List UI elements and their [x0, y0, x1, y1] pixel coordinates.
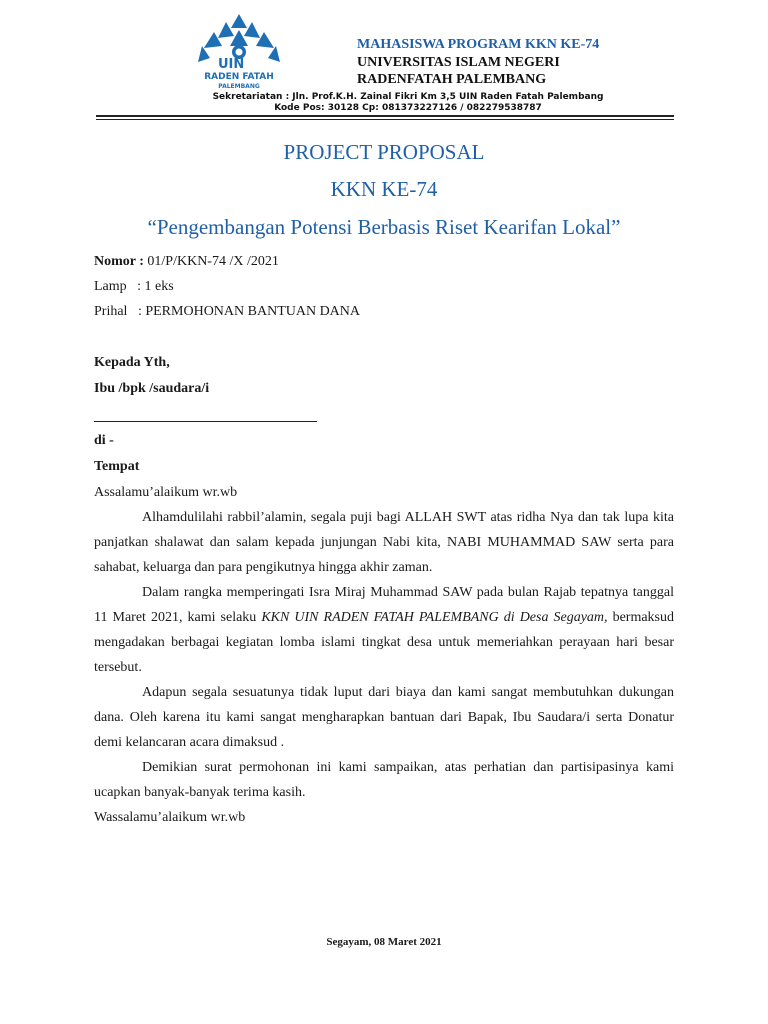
paragraph-1: Alhamdulilahi rabbil’alamin, segala puji bagi ALLAH SWT atas ridha Nya dan tak lupa kita panjatkan shalawat dan salam kepada junjungan Nabi kita, NABI MUHAMMAD SAW serta para sahabat, keluarga dan para pengikutnya hingga akhir zaman.	[94, 510, 674, 575]
prihal-label: Prihal	[94, 304, 128, 319]
logo-text: UIN	[218, 57, 245, 72]
recipient-di: di -	[94, 433, 114, 448]
program-title: KKN KE-74	[330, 177, 438, 201]
meta-nomor	[94, 254, 279, 270]
meta-lamp	[94, 279, 174, 295]
paragraph-2-part-a: Dalam rangka memperingati Isra Miraj Muhammad SAW pada bulan Rajab tepatnya tanggal 11 Maret 2021, kami selaku	[94, 585, 674, 625]
paragraph-4: Demikian surat permohonan ini kami sampaikan, atas perhatian dan partisipasinya kami ucapkan banyak-banyak terima kasih.	[94, 760, 674, 800]
theme-title: “Pengembangan Potensi Berbasis Riset Kearifan Lokal”	[147, 215, 621, 239]
letterhead-rule-thick	[96, 115, 674, 117]
letterhead-contact: Kode Pos: 30128 Cp: 081373227126 / 082279538787	[274, 103, 542, 113]
logo-city: PALEMBANG	[218, 83, 260, 90]
place-date: Segayam, 08 Maret 2021	[326, 936, 442, 948]
letterhead-address: Sekretariatan : Jln. Prof.K.H. Zainal Fikri Km 3,5 UIN Raden Fatah Palembang	[212, 92, 604, 102]
opening-greeting: Assalamu’alaikum wr.wb	[94, 485, 238, 500]
letterhead-line-1: MAHASISWA PROGRAM KKN KE-74	[357, 37, 600, 52]
letterhead-rule-thin	[96, 119, 674, 120]
recipient-tempat: Tempat	[94, 459, 140, 474]
uin-raden-fatah-logo	[196, 12, 282, 92]
closing-greeting: Wassalamu’alaikum wr.wb	[94, 810, 246, 825]
paragraph-2-part-b: bermaksud mengadakan berbagai kegiatan lomba islami tingkat desa untuk memeriahkan perayaan hari besar tersebut.	[94, 610, 675, 675]
paragraph-2-italic: KKN UIN RADEN FATAH PALEMBANG di Desa Segayam,	[261, 610, 608, 625]
paragraph-3: Adapun segala sesuatunya tidak luput dari biaya dan kami sangat membutuhkan dukungan dana. Oleh karena itu kami sangat mengharapkan bantuan dari Bapak, Ibu Saudara/i serta Donatur demi kelancaran acara dimaksud .	[94, 685, 674, 750]
recipient-kepada: Kepada Yth,	[94, 355, 170, 370]
meta-prihal	[94, 304, 360, 320]
logo-name: RADEN FATAH	[204, 72, 274, 82]
recipient-blank-line	[94, 421, 317, 422]
recipient-name: Ibu /bpk /saudara/i	[94, 381, 210, 396]
letterhead-text	[357, 36, 697, 88]
paragraph-2	[94, 580, 674, 680]
lamp-label: Lamp	[94, 279, 127, 294]
proposal-title: PROJECT PROPOSAL	[283, 140, 485, 164]
prihal-value: : PERMOHONAN BANTUAN DANA	[127, 304, 361, 319]
lamp-value: : 1 eks	[126, 279, 174, 294]
letterhead-line-3: RADENFATAH PALEMBANG	[357, 72, 547, 87]
nomor-value: 01/P/KKN-74 /X /2021	[143, 254, 279, 269]
nomor-label: Nomor :	[94, 254, 144, 269]
letterhead-line-2: UNIVERSITAS ISLAM NEGERI	[357, 55, 560, 70]
